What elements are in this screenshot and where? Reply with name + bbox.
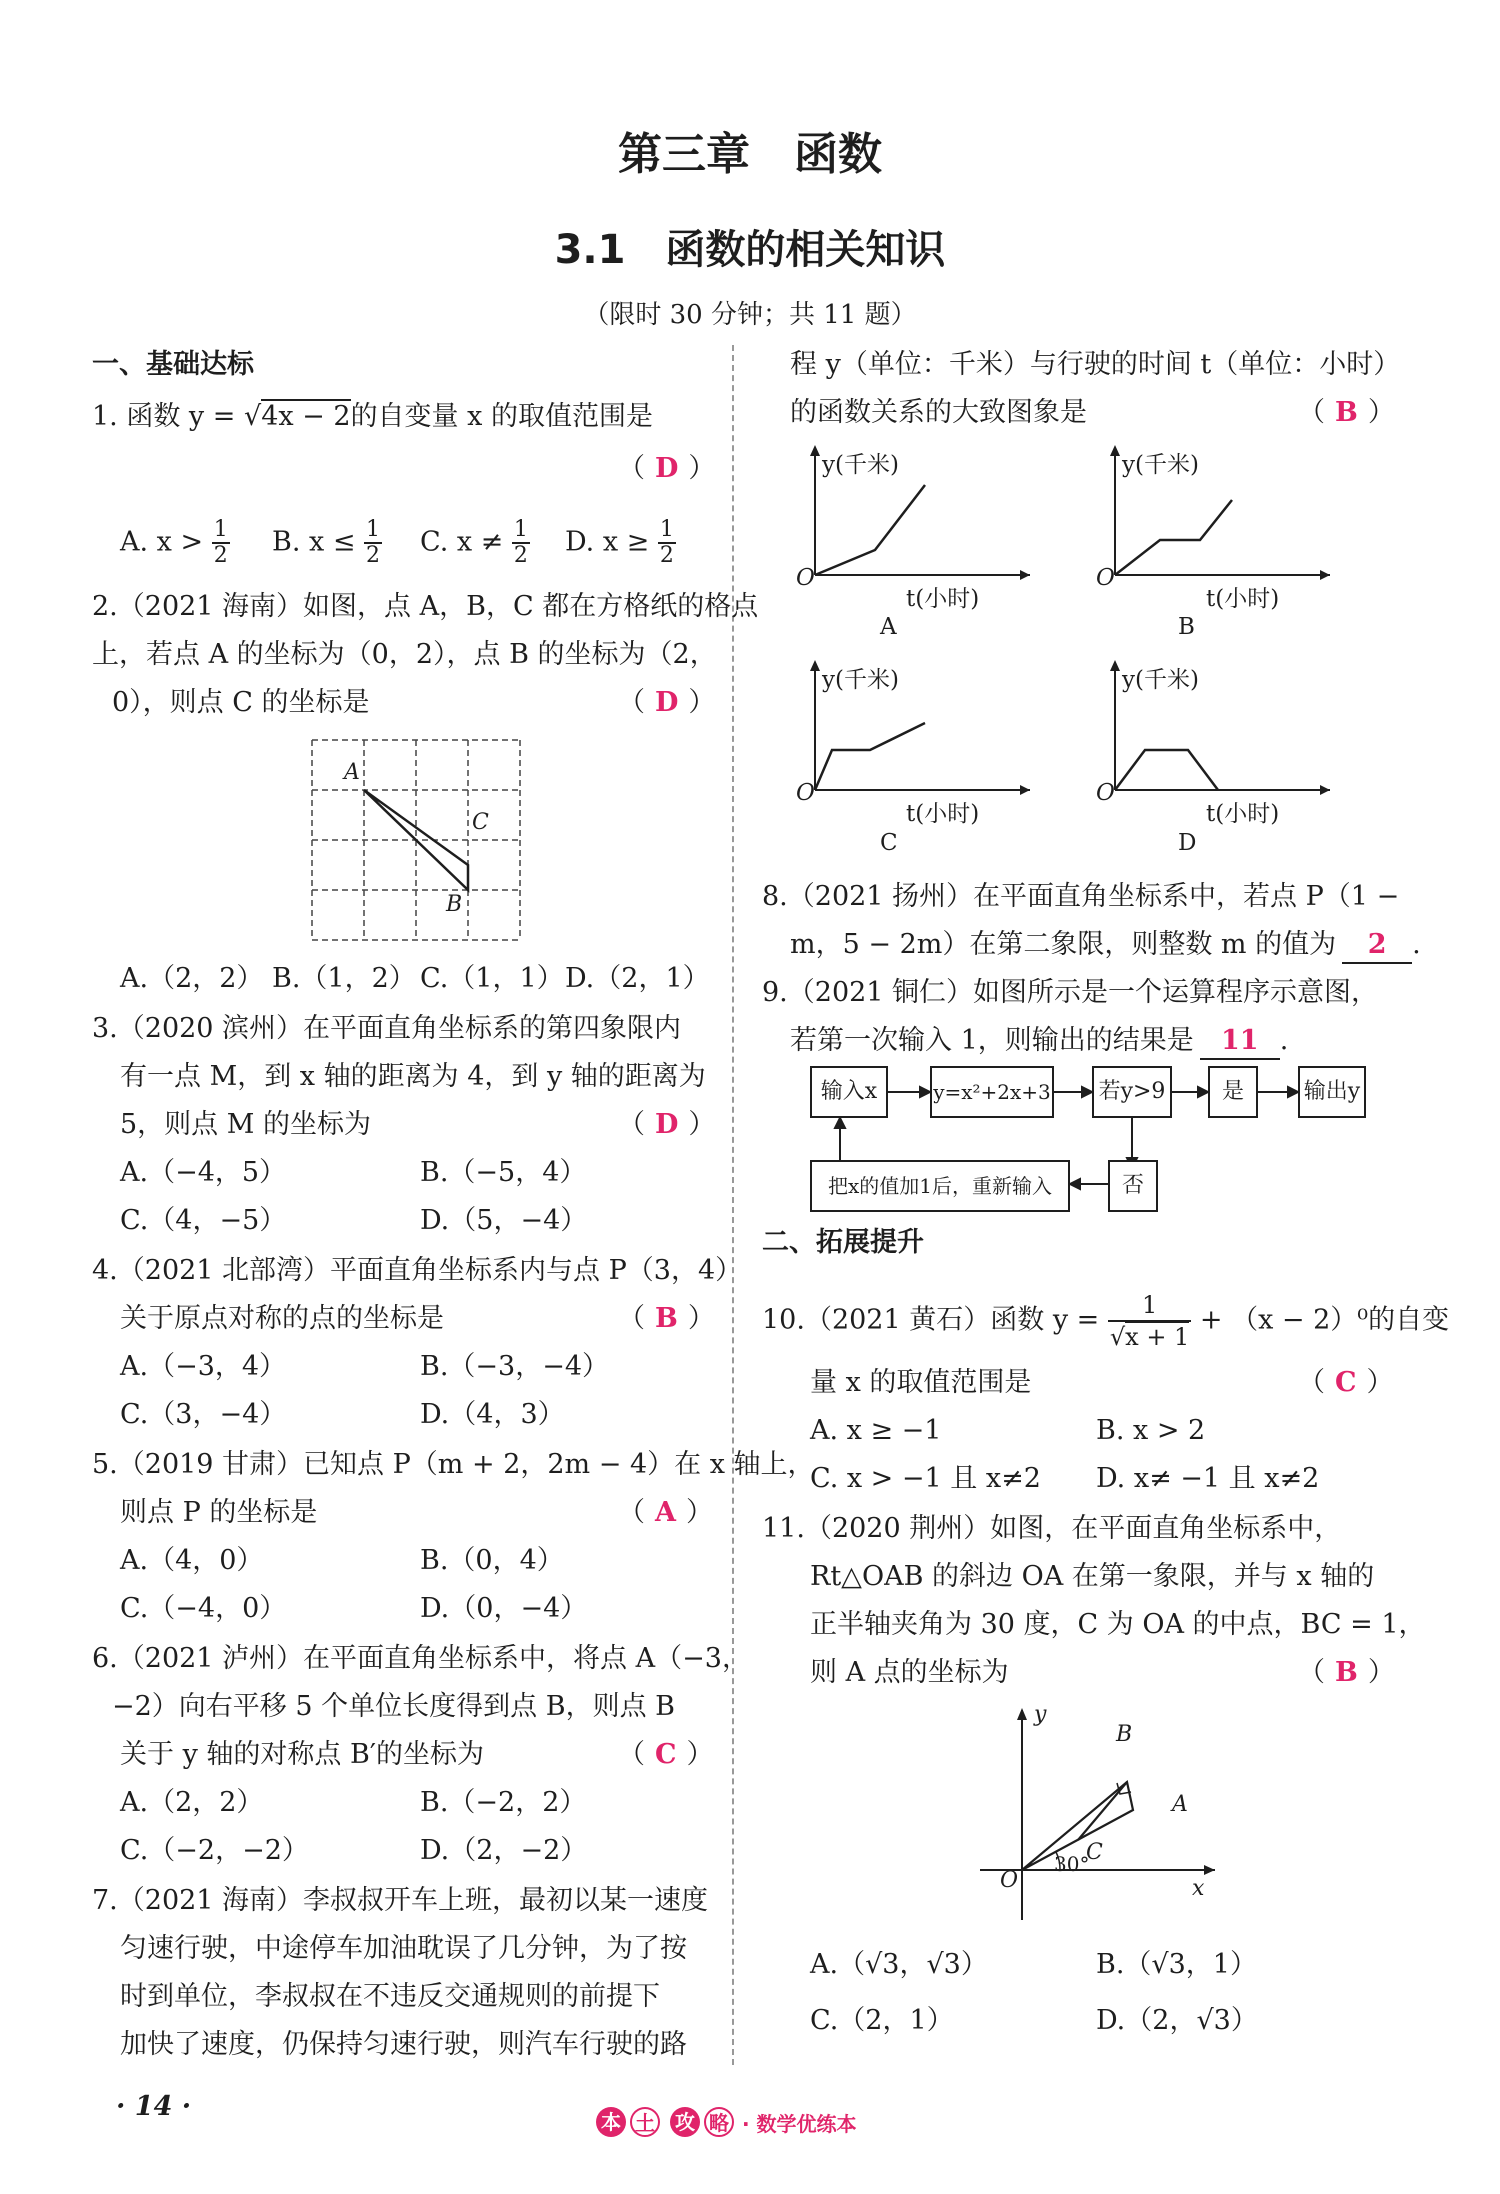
q11-coordinate-figure: [970, 1700, 1230, 1930]
graph-line: [1115, 500, 1232, 575]
flow-formula-box: y=x²+2x+3: [930, 1066, 1054, 1118]
q6-line-3: 关于 y 轴的对称点 B′的坐标为: [120, 1739, 484, 1770]
y-arrow: [810, 660, 820, 671]
q7-line-2: 匀速行驶，中途停车加油耽误了几分钟，为了按: [120, 1933, 687, 1964]
q10-option-a: A. x ≥ −1: [810, 1415, 942, 1446]
flow-condition-box: 若y>9: [1092, 1066, 1172, 1118]
sqrt-symbol: √: [243, 401, 262, 432]
q8-line-2: [790, 928, 1421, 964]
q4-answer: （ B ）: [618, 1303, 715, 1334]
brand-char-1: 本: [596, 2107, 626, 2137]
fraction: [658, 518, 676, 568]
q11-line-1: 11.（2020 荆州）如图，在平面直角坐标系中，: [762, 1513, 1342, 1544]
q11-line-2: Rt△OAB 的斜边 OA 在第一象限，并与 x 轴的: [810, 1561, 1375, 1592]
q11-option-b: B.（√3，1）: [1096, 1949, 1257, 1980]
q3-answer: （ D ）: [618, 1109, 716, 1140]
q10-answer: （ C ）: [1298, 1367, 1394, 1398]
q2-answer: （ D ）: [618, 687, 716, 718]
y-arrow: [1110, 660, 1120, 671]
numerator: 1: [366, 517, 381, 542]
y-arrow: [1110, 445, 1120, 456]
q6-option-d: D.（2，−2）: [420, 1835, 588, 1866]
fraction: [364, 518, 382, 568]
q11-option-c: C.（2，1）: [810, 2005, 954, 2036]
q9-line-2: [790, 1024, 1288, 1060]
q3-line-1: 3.（2020 滨州）在平面直角坐标系的第四象限内: [92, 1013, 682, 1044]
q6-option-c: C.（−2，−2）: [120, 1835, 309, 1866]
graph-line: [815, 723, 925, 790]
q8-blank-answer: 2: [1342, 928, 1412, 964]
q1-option-c: [420, 518, 530, 568]
q5-line-2: 则点 P 的坐标是: [120, 1497, 318, 1528]
section-title: 3.1 函数的相关知识: [554, 227, 946, 273]
q3-line-2: 有一点 M，到 x 轴的距离为 4，到 y 轴的距离为: [120, 1061, 706, 1092]
q7-d-xlabel: t(小时): [1206, 801, 1280, 827]
q10-option-d: D. x≠ −1 且 x≠2: [1096, 1463, 1320, 1494]
q2-grid-figure: [300, 730, 540, 950]
q7-line-3: 时到单位，李叔叔在不违反交通规则的前提下: [120, 1981, 660, 2012]
flow-increment-box: 把x的值加1后，重新输入: [810, 1160, 1070, 1212]
q11-line-4: 则 A 点的坐标为: [810, 1657, 1009, 1688]
q4-option-d: D.（4，3）: [420, 1399, 565, 1430]
q7-c-ylabel: y(千米): [822, 667, 899, 693]
q9-blank-answer: 11: [1200, 1024, 1280, 1060]
q6-option-a: A.（2，2）: [120, 1787, 264, 1818]
q11-label-y: y: [1034, 1702, 1047, 1727]
denominator: 2: [659, 543, 674, 568]
graph-line: [815, 485, 925, 575]
denominator: [1108, 1322, 1191, 1352]
answer-text: C: [655, 1739, 677, 1770]
brand-logo: [596, 2104, 857, 2140]
q6-option-b: B.（−2，2）: [420, 1787, 587, 1818]
q7-line-6: 的函数关系的大致图象是: [790, 397, 1087, 428]
q1-stem-b: 的自变量 x 的取值范围是: [350, 401, 653, 432]
denominator: 2: [366, 543, 381, 568]
q11-label-o: O: [1000, 1868, 1019, 1893]
q4-option-c: C.（3，−4）: [120, 1399, 287, 1430]
y-arrow: [810, 445, 820, 456]
q6-line-1: 6.（2021 泸州）在平面直角坐标系中，将点 A（−3，: [92, 1643, 749, 1674]
q4-line-2: 关于原点对称的点的坐标是: [120, 1303, 444, 1334]
q4-option-b: B.（−3，−4）: [420, 1351, 610, 1382]
y-arrow: [1017, 1708, 1027, 1720]
q1-option-a: [120, 518, 230, 568]
x-arrow: [1320, 570, 1330, 580]
q7-b-caption: B: [1178, 614, 1195, 640]
numerator: 1: [1108, 1290, 1191, 1322]
paren-right: ）: [688, 453, 716, 484]
q3-option-d: D.（5，−4）: [420, 1205, 588, 1236]
paren-left: （: [618, 453, 645, 484]
graph-line: [1115, 750, 1218, 790]
q7-line-1: 7.（2021 海南）李叔叔开车上班，最初以某一速度: [92, 1885, 709, 1916]
answer-text: A: [655, 1497, 676, 1528]
q10-stem-a: 10.（2021 黄石）函数 y =: [762, 1304, 1108, 1336]
denominator: 2: [213, 543, 228, 568]
q11-label-a: A: [1172, 1792, 1188, 1817]
q2-option-d: D.（2，1）: [565, 963, 710, 994]
q8-text: m，5 − 2m）在第二象限，则整数 m 的值为: [790, 929, 1337, 960]
subtitle: （限时 30 分钟；共 11 题）: [583, 300, 917, 330]
q3-option-c: C.（4，−5）: [120, 1205, 287, 1236]
q3-option-b: B.（−5，4）: [420, 1157, 587, 1188]
section-2-heading: 二、拓展提升: [762, 1227, 924, 1258]
q11-label-c: C: [1086, 1840, 1103, 1865]
q5-option-c: C.（−4，0）: [120, 1593, 287, 1624]
numerator: 1: [659, 517, 674, 542]
q11-line-3: 正半轴夹角为 30 度，C 为 OA 的中点，BC = 1，: [810, 1609, 1426, 1640]
q8-line-1: 8.（2021 扬州）在平面直角坐标系中，若点 P（1 −: [762, 881, 1400, 912]
q11-answer: （ B ）: [1298, 1657, 1395, 1688]
q10-line-2: 量 x 的取值范围是: [810, 1367, 1032, 1398]
q1-stem: [92, 400, 653, 434]
denominator: 2: [513, 543, 528, 568]
q7-a-caption: A: [880, 614, 897, 640]
q7-line-5: 程 y（单位：千米）与行驶的时间 t（单位：小时）: [790, 349, 1401, 380]
q6-line-2: −2）向右平移 5 个单位长度得到点 B，则点 B: [112, 1691, 675, 1722]
q11-option-d: D.（2，√3）: [1096, 2005, 1258, 2036]
q2-label-b: B: [446, 892, 463, 917]
flow-input-box: 输入x: [810, 1066, 888, 1118]
q9-text: 若第一次输入 1，则输出的结果是: [790, 1025, 1194, 1056]
q7-d-caption: D: [1178, 830, 1197, 856]
q5-line-1: 5.（2019 甘肃）已知点 P（m + 2，2m − 4）在 x 轴上，: [92, 1449, 815, 1480]
q3-option-a: A.（−4，5）: [120, 1157, 287, 1188]
q10-radicand: x + 1: [1125, 1323, 1190, 1351]
q7-b-ylabel: y(千米): [1122, 452, 1199, 478]
option-label: A. x >: [120, 526, 204, 558]
q1-radicand: 4x − 2: [261, 401, 351, 432]
q11-label-angle: 30°: [1054, 1852, 1090, 1876]
brand-char-4: 略: [704, 2107, 734, 2137]
q2-option-a: A.（2，2）: [120, 963, 264, 994]
q10-stem: [762, 1290, 1449, 1352]
option-label: B. x ≤: [272, 526, 356, 558]
sqrt-symbol: √: [1109, 1323, 1126, 1351]
q1-stem-a: 1. 函数 y =: [92, 401, 244, 432]
numerator: 1: [513, 517, 528, 542]
q2-line-3: 0），则点 C 的坐标是: [112, 687, 370, 718]
period: .: [1279, 1025, 1289, 1056]
q2-option-b: B.（1，2）: [272, 963, 416, 994]
chapter-title: 第三章 函数: [618, 129, 882, 180]
numerator: 1: [213, 517, 228, 542]
brand-text: · 数学优练本: [742, 2111, 857, 2136]
q5-option-b: B.（0，4）: [420, 1545, 564, 1576]
q4-line-1: 4.（2021 北部湾）平面直角坐标系内与点 P（3，4）: [92, 1255, 743, 1286]
q11-label-x: x: [1192, 1876, 1205, 1901]
x-arrow: [1320, 785, 1330, 795]
fraction: [212, 518, 230, 568]
q1-option-d: [565, 518, 676, 568]
q5-option-d: D.（0，−4）: [420, 1593, 588, 1624]
q7-b-origin: O: [1096, 565, 1115, 591]
q7-c-caption: C: [880, 830, 898, 856]
x-arrow: [1020, 785, 1030, 795]
brand-char-3: 攻: [670, 2107, 700, 2137]
x-arrow: [1204, 1865, 1215, 1875]
option-label: C. x ≠: [420, 526, 504, 558]
q7-c-origin: O: [796, 780, 815, 806]
q6-answer: （ C ）: [618, 1739, 714, 1770]
q5-answer: （ A ）: [618, 1497, 713, 1528]
q4-option-a: A.（−3，4）: [120, 1351, 287, 1382]
q9-line-1: 9.（2021 铜仁）如图所示是一个运算程序示意图，: [762, 977, 1379, 1008]
q11-label-b: B: [1116, 1722, 1133, 1747]
q7-d-origin: O: [1096, 780, 1115, 806]
q10-fraction: [1108, 1290, 1191, 1352]
answer-text: B: [1335, 1657, 1358, 1688]
section-1-heading: 一、基础达标: [92, 349, 254, 380]
q7-b-xlabel: t(小时): [1206, 586, 1280, 612]
q10-option-b: B. x > 2: [1096, 1415, 1206, 1446]
flow-yes-box: 是: [1208, 1066, 1258, 1118]
flow-output-box: 输出y: [1298, 1066, 1366, 1118]
q7-d-ylabel: y(千米): [1122, 667, 1199, 693]
brand-char-2: 土: [630, 2107, 660, 2137]
option-label: D. x ≥: [565, 526, 650, 558]
period: .: [1412, 929, 1421, 960]
q5-option-a: A.（4，0）: [120, 1545, 264, 1576]
q2-option-c: C.（1，1）: [420, 963, 564, 994]
q10-option-c: C. x > −1 且 x≠2: [810, 1463, 1041, 1494]
answer-text: B: [1335, 397, 1358, 428]
q7-c-xlabel: t(小时): [906, 801, 980, 827]
answer-text: D: [655, 453, 679, 484]
q1-answer: [618, 452, 715, 486]
q7-line-4: 加快了速度，仍保持匀速行驶，则汽车行驶的路: [120, 2029, 687, 2060]
q2-label-a: A: [344, 760, 360, 785]
answer-text: B: [655, 1303, 678, 1334]
q11-option-a: A.（√3，√3）: [810, 1949, 988, 1980]
answer-text: D: [655, 687, 679, 718]
fraction: [512, 518, 530, 568]
q10-stem-b: + （x − 2）⁰的自变: [1191, 1304, 1450, 1336]
x-arrow: [1020, 570, 1030, 580]
page-number: · 14 ·: [116, 2091, 192, 2122]
q7-a-xlabel: t(小时): [906, 586, 980, 612]
q3-line-3: 5，则点 M 的坐标为: [120, 1109, 371, 1140]
q7-a-ylabel: y(千米): [822, 452, 899, 478]
q2-line-2: 上，若点 A 的坐标为（0，2），点 B 的坐标为（2，: [92, 639, 717, 670]
flow-no-box: 否: [1108, 1160, 1158, 1212]
answer-text: C: [1335, 1367, 1357, 1398]
q2-line-1: 2.（2021 海南）如图，点 A，B，C 都在方格纸的格点: [92, 591, 759, 622]
answer-text: D: [655, 1109, 679, 1140]
q2-label-c: C: [472, 810, 489, 835]
q7-answer: （ B ）: [1298, 397, 1395, 428]
q7-a-origin: O: [796, 565, 815, 591]
q1-option-b: [272, 518, 382, 568]
